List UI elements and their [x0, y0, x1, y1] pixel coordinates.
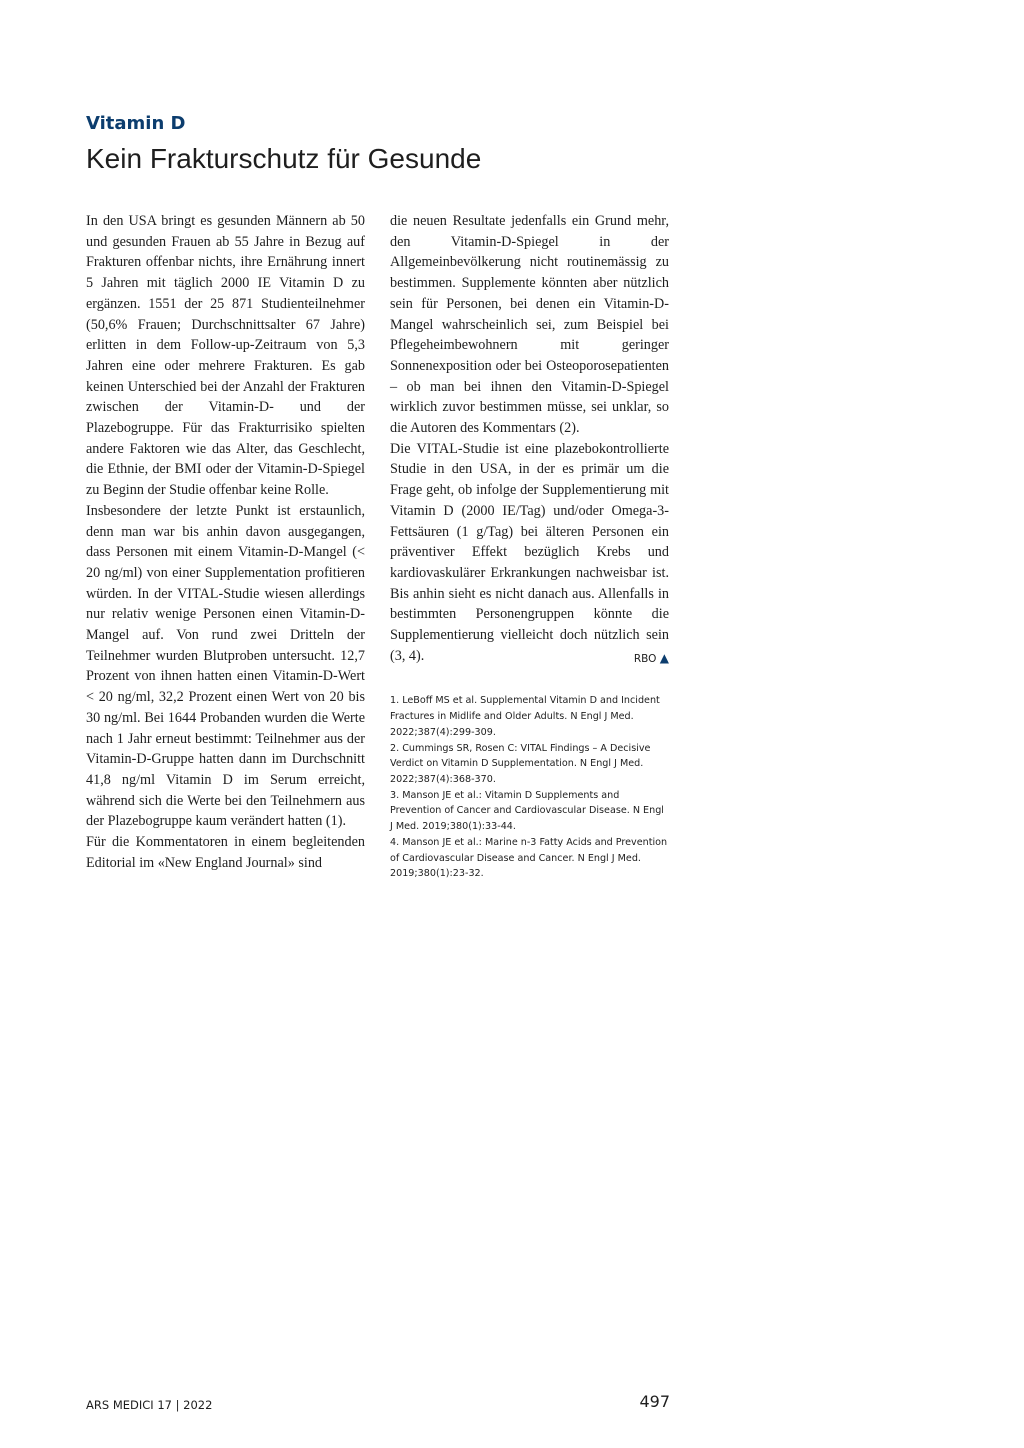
reference-item: 1. LeBoff MS et al. Supplemental Vitamin D and Incident Fractures in Midlife and Older Adults. N Engl J Med. 2022;387(4):299-309.: [390, 695, 660, 738]
references-list: [390, 693, 669, 881]
article-kicker: Vitamin D: [86, 113, 186, 134]
triangle-up-icon: ▲: [659, 650, 669, 665]
reference-item: 4. Manson JE et al.: Marine n-3 Fatty Acids and Prevention of Cardiovascular Disease and Cancer. N Engl J Med. 2019;380(1):23-32.: [390, 836, 668, 880]
footer-journal-name: ARS MEDICI 17 | 2022: [86, 1398, 213, 1412]
signature-label: RBO: [633, 652, 657, 665]
reference-item: 2. Cummings SR, Rosen C: VITAL Findings – A Decisive Verdict on Vitamin D Supplementation. N Engl J Med. 2022;387(4):368-370.: [390, 742, 651, 785]
article-paragraph: In den USA bringt es gesunden Männern ab 50 und gesunden Frauen ab 55 Jahre in Bezug auf Frakturen offenbar nichts, ihre Ernährung innert 5 Jahren mit täglich 2000 IE Vitamin D zu ergänzen. 1551 der 25 871 Studienteilnehmer (50,6% Frauen; Durchschnittsalter 67 Jahre) erlitten in dem Follow-up-Zeitraum von 5,3 Jahren eine oder mehrere Frakturen. Es gab keinen Unterschied bei der Anzahl der Frakturen zwischen der Vitamin-D- und der Plazebogruppe. Für das Frakturrisiko spielten andere Faktoren wie das Alter, das Geschlecht, die Ethnie, der BMI oder der Vitamin-D-Spiegel zu Beginn der Studie offenbar keine Rolle.: [86, 213, 365, 499]
article-paragraph-text: Die VITAL-Studie ist eine plazebokontrollierte Studie in den USA, in der es primär um die Frage geht, ob infolge der Supplementierung mit Vitamin D (2000 IE/Tag) und/oder Omega-3-Fettsäuren (1 g/Tag) bei älteren Personen ein präventiver Effekt bezüglich Krebs und kardiovaskulärer Erkrankungen nachweisbar ist. Bis anhin sieht es nicht danach aus. Allenfalls in bestimmten Personengruppen könnte die Supplementierung vielleicht doch nützlich sein (3, 4).: [390, 440, 669, 664]
article-paragraph: [390, 439, 669, 667]
article-paragraph: Insbesondere der letzte Punkt ist erstaunlich, denn man war bis anhin davon ausgegangen, dass Personen mit einem Vitamin-D-Mangel (< 20 ng/ml) von einer Supplementation profitieren würden. In der VITAL-Studie wiesen allerdings nur relativ wenige Personen einen Vitamin-D-Mangel auf. Von rund zwei Dritteln der Teilnehmer wurden Blutproben untersucht. 12,7 Prozent von ihnen hatten einen Vitamin-D-Wert < 20 ng/ml, 32,2 Prozent einen Wert von 20 bis 30 ng/ml. Bei 1644 Probanden wurden die Werte nach 1 Jahr erneut bestimmt: Teilnehmer aus der Vitamin-D-Gruppe hatten dann im Durchschnitt 41,8 ng/ml Vitamin D im Serum erreicht, während sich die Werte bei den Teilnehmern aus der Plazebogruppe kaum verändert hatten (1).: [86, 502, 365, 830]
reference-item: 3. Manson JE et al.: Vitamin D Supplements and Prevention of Cancer and Cardiovascular Disease. N Engl J Med. 2019;380(1):33-44.: [390, 789, 664, 833]
page-number: 497: [639, 1392, 670, 1411]
article-title: Kein Frakturschutz für Gesunde: [86, 143, 482, 174]
article-column-right: [390, 211, 669, 882]
article-column-left: [86, 211, 365, 874]
article-paragraph: die neuen Resultate jedenfalls ein Grund mehr, den Vitamin-D-Spiegel in der Allgemeinbevölkerung nicht routinemässig zu bestimmen. Supplemente könnten aber nützlich sein für Personen, bei denen ein Vitamin-D-Mangel wahrscheinlich sei, zum Beispiel bei Pflegeheimbewohnern mit geringer Sonnenexposition oder bei Osteoporosepatienten – ob man bei ihnen den Vitamin-D-Spiegel wirklich zuvor bestimmen müsse, sei unklar, so die Autoren des Kommentars (2).: [390, 213, 669, 437]
author-signature: [634, 648, 669, 670]
article-paragraph: Für die Kommentatoren in einem begleitenden Editorial im «New England Journal» sind: [86, 834, 365, 871]
